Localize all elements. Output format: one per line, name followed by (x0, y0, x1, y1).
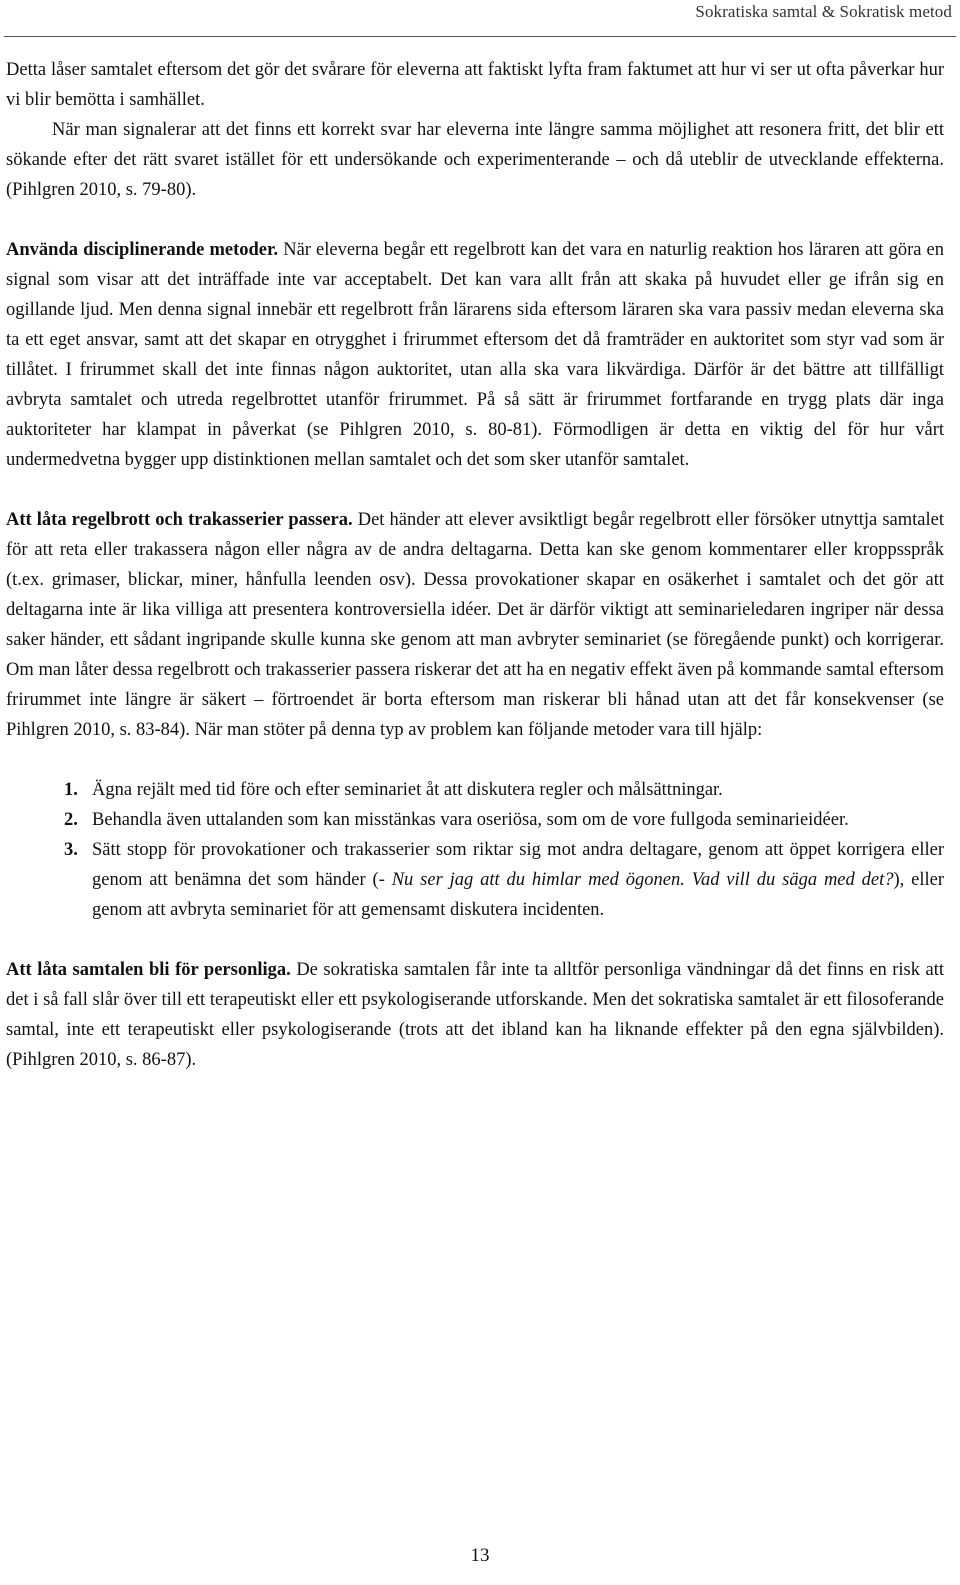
section-heading: Att låta regelbrott och trakasserier passera. (6, 510, 353, 530)
list-number: 3. (64, 840, 78, 860)
header-divider (4, 36, 956, 37)
page-number: 13 (470, 1545, 490, 1566)
running-header: Sokratiska samtal & Sokratisk metod (695, 2, 952, 21)
list-number: 1. (64, 780, 78, 800)
spacer (6, 205, 944, 235)
list-item (6, 775, 944, 805)
list-item (6, 805, 944, 835)
section-text: När eleverna begår ett regelbrott kan det vara en naturlig reaktion hos läraren att göra en signal som visar att det inträffade inte var acceptabelt. Det kan vara allt från att skaka på huvudet eller ge ifrån sig en ogillande ljud. Men denna signal innebär ett regelbrott från lärarens sida eftersom läraren ska vara passiv medan eleverna ska ta ett eget ansvar, samt att det skapar en otrygghet i frirummet eftersom det då framträder en auktoritet som styr vad som är tillåtet. I frirummet skall det inte finnas någon auktoritet, utan alla ska vara likvärdiga. Därför är det bättre att tillfälligt avbryta samtalet och utreda regelbrottet utanför frirummet. På så sätt är frirummet fortfarande en trygg plats där inga auktoriteter har klampat in påverkat (se Pihlgren 2010, s. 80-81). Förmodligen är detta en viktig del för hur vårt undermedvetna bygger upp distinktionen mellan samtalet och det som sker utanför samtalet. (6, 240, 944, 470)
list-text: Ägna rejält med tid före och efter seminariet åt att diskutera regler och målsättningar. (92, 780, 723, 800)
section-text: De sokratiska samtalen får inte ta alltför personliga vändningar då det finns en risk att det i så fall slår över till ett terapeutiskt eller ett psykologiserande utforskande. Men det sokratiska samtalet är ett filosoferande samtal, inte ett terapeutiskt eller psykologiserande (trots att det ibland kan ha liknande effekter på den egna självbilden). (Pihlgren 2010, s. 86-87). (6, 960, 944, 1070)
list-item (6, 835, 944, 925)
list-text: ), eller genom att avbryta seminariet för att gemensamt diskutera incidenten. (92, 870, 944, 920)
section-text: Det händer att elever avsiktligt begår regelbrott eller försöker utnyttja samtalet för att reta eller trakassera någon eller några av de andra deltagarna. Detta kan ske genom kommentarer eller kroppsspråk (t.ex. grimaser, blickar, miner, hånfulla leenden osv). Dessa provokationer skapar en osäkerhet i samtalet och det gör att deltagarna inte är lika villiga att presentera kontroversiella idéer. Det är därför viktigt att seminarieledaren ingriper när dessa saker händer, ett sådant ingripande skulle kunna ske genom att man avbryter seminariet (se föregående punkt) och korrigerar. Om man låter dessa regelbrott och trakasserier passera riskerar det att ha en negativ effekt även på kommande samtal eftersom frirummet inte längre är säkert – förtroendet är borta eftersom man riskerar bli hånad utan att det får konsekvenser (se Pihlgren 2010, s. 83-84). När man stöter på denna typ av problem kan följande metoder vara till hjälp: (6, 510, 944, 740)
list-text-quote: Nu ser jag att du himlar med ögonen. Vad vill du säga med det? (391, 870, 894, 890)
section-rule-breaking (6, 505, 944, 745)
document-body (6, 55, 944, 1075)
methods-list (6, 775, 944, 925)
list-text: Behandla även uttalanden som kan misstänkas vara oseriösa, som om de vore fullgoda seminarieidéer. (92, 810, 849, 830)
paragraph-intro: Detta låser samtalet eftersom det gör det svårare för eleverna att faktiskt lyfta fram faktumet att hur vi ser ut ofta påverkar hur vi blir bemötta i samhället. (6, 60, 944, 110)
section-too-personal (6, 955, 944, 1075)
spacer (6, 475, 944, 505)
section-disciplinary-methods (6, 235, 944, 475)
paragraph-correct-answer: När man signalerar att det finns ett korrekt svar har eleverna inte längre samma möjlighet att resonera fritt, det blir ett sökande efter det rätt svaret istället för ett undersökande och experimenterande – och då uteblir de utvecklande effekterna. (Pihlgren 2010, s. 79-80). (6, 120, 944, 200)
list-text: Sätt stopp för provokationer och trakasserier som riktar sig mot andra deltagare, genom att öppet korrigera eller genom att benämna det som händer (- (92, 840, 944, 890)
section-heading: Använda disciplinerande metoder. (6, 240, 279, 260)
spacer (6, 745, 944, 775)
section-heading: Att låta samtalen bli för personliga. (6, 960, 291, 980)
list-number: 2. (64, 810, 78, 830)
spacer (6, 925, 944, 955)
